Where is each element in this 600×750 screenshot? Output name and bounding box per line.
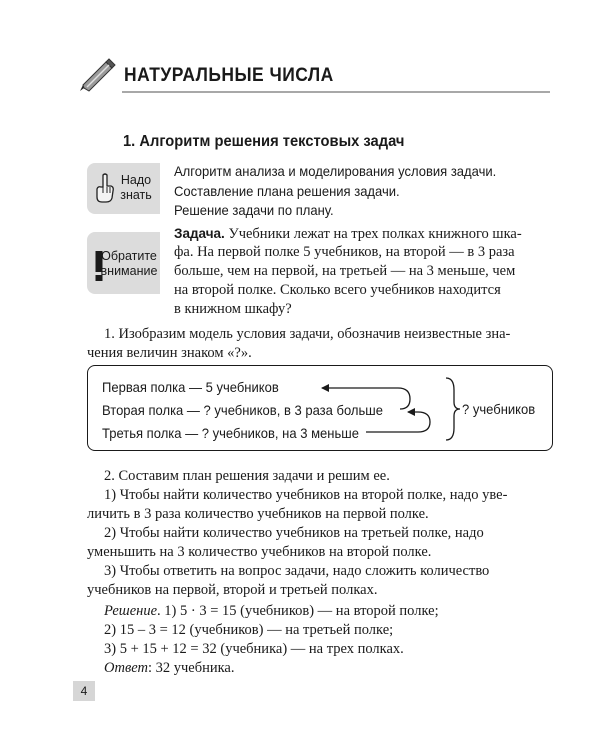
plan-item-line: 1) Чтобы найти количество учебников на второй полке, надо уве- — [104, 487, 508, 503]
diagram-row-first-shelf: Первая полка — 5 учебников — [102, 379, 279, 395]
task-line: в книжном шкафу? — [174, 301, 292, 317]
solution-line: Решение. 1) 5 · 3 = 15 (учебников) — на второй полке; — [104, 603, 439, 619]
chapter-header — [78, 58, 550, 92]
diagram-row-third-shelf: Третья полка — ? учебников, на 3 меньше — [102, 425, 359, 441]
plan-item-line: уменьшить на 3 количество учебников на второй полке. — [87, 544, 432, 560]
algorithm-line: Решение задачи по плану. — [174, 202, 334, 218]
tab-need-to-know — [87, 163, 160, 214]
solution-label: Решение — [104, 603, 158, 619]
answer-label: Ответ — [104, 660, 148, 676]
model-diagram — [87, 365, 553, 451]
task-line: Задача. Учебники лежат на трех полках книжного шка- — [174, 226, 522, 242]
solution-line: 2) 15 – 3 = 12 (учебников) — на третьей полке; — [104, 622, 394, 638]
task-line: фа. На первой полке 5 учебников, на второй — в 3 раза — [174, 244, 515, 260]
step1-line: чения величин знаком «?». — [87, 345, 252, 361]
total-brace — [446, 378, 460, 440]
section-title: 1. Алгоритм решения текстовых задач — [123, 133, 405, 150]
diagram-total: ? учебников — [462, 401, 536, 417]
header-rule — [122, 91, 550, 93]
page-number: 4 — [73, 681, 95, 701]
algorithm-line: Составление плана решения задачи. — [174, 183, 400, 199]
step2-intro: 2. Составим план решения задачи и решим ее. — [104, 468, 390, 484]
plan-item-line: 3) Чтобы ответить на вопрос задачи, надо сложить количество — [104, 563, 490, 579]
tab-need-to-know-label: Надо знать — [120, 173, 152, 202]
arrow-third-to-second — [366, 412, 430, 432]
diagram-row-second-shelf: Вторая полка — ? учебников, в 3 раза больше — [102, 402, 383, 418]
algorithm-line: Алгоритм анализа и моделирования условия задачи. — [174, 163, 497, 179]
pointing-hand-icon — [94, 173, 116, 203]
solution-line: 3) 5 + 15 + 12 = 32 (учебника) — на трех полках. — [104, 641, 404, 657]
task-line: больше, чем на первой, на третьей — на 3 меньше, чем — [174, 263, 516, 279]
step1-line: 1. Изобразим модель условия задачи, обозначив неизвестные зна- — [104, 326, 511, 342]
plan-item-line: личить в 3 раза количество учебников на первой полке. — [87, 506, 429, 522]
tab-attention — [87, 232, 160, 294]
chapter-title: НАТУРАЛЬНЫЕ ЧИСЛА — [124, 65, 334, 86]
plan-item-line: 2) Чтобы найти количество учебников на третьей полке, надо — [104, 525, 484, 541]
arrow-second-to-first — [322, 388, 410, 409]
task-line: на второй полке. Сколько всего учебников находится — [174, 282, 501, 298]
pen-icon — [78, 58, 116, 92]
tab-attention-label: Обратите внимание — [100, 249, 158, 278]
answer-line: Ответ: 32 учебника. — [104, 660, 235, 676]
task-label: Задача. — [174, 226, 225, 241]
plan-item-line: учебников на первой, второй и третьей полках. — [87, 582, 378, 598]
